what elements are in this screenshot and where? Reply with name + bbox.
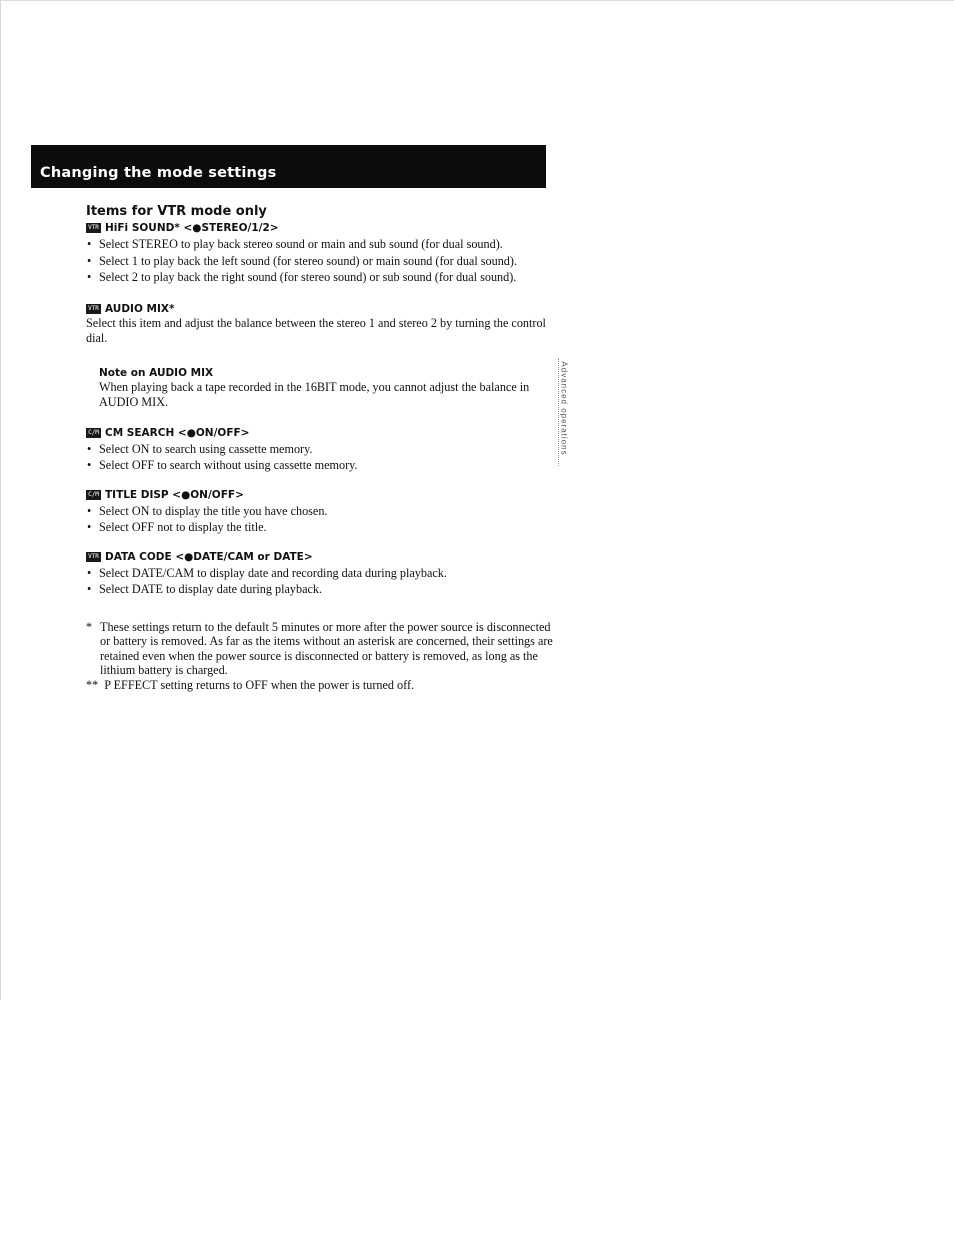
note-text: When playing back a tape recorded in the 16BIT mode, you cannot adjust the balance in AUDIO MIX. <box>99 379 530 409</box>
item-heading <box>86 488 556 502</box>
item-title-disp <box>86 488 556 536</box>
footnote-double-asterisk <box>86 678 556 693</box>
bullet-list <box>86 503 556 536</box>
footnote-mark: ** <box>86 677 99 692</box>
vtr-mode-icon: VTR <box>86 223 101 233</box>
note-box <box>99 366 556 410</box>
list-item: • Select DATE to display date during playback. <box>86 581 556 598</box>
list-item: • Select ON to display the title you have chosen. <box>86 503 556 520</box>
page-left-edge <box>0 0 1 1000</box>
note-title: Note on AUDIO MIX <box>99 366 214 379</box>
footnote-mark: * <box>86 619 93 634</box>
cassette-memory-icon: C/M <box>86 428 101 438</box>
side-tab-label: Advanced operations <box>559 361 569 456</box>
footnotes <box>86 620 556 693</box>
section-title: Items for VTR mode only <box>86 204 267 219</box>
footnote-text: P EFFECT setting returns to OFF when the power is turned off. <box>104 677 415 692</box>
item-label: CM SEARCH <●ON/OFF> <box>105 426 250 439</box>
vtr-mode-icon: VTR <box>86 304 101 314</box>
item-description: Select this item and adjust the balance between the stereo 1 and stereo 2 by turning the control dial. <box>86 315 546 345</box>
page-top-edge <box>0 0 954 1</box>
item-label: DATA CODE <●DATE/CAM or DATE> <box>105 550 313 563</box>
main-content <box>86 204 556 692</box>
item-heading <box>86 426 556 440</box>
cassette-memory-icon: C/M <box>86 490 101 500</box>
list-item: • Select DATE/CAM to display date and recording data during playback. <box>86 565 556 582</box>
item-heading <box>86 302 556 316</box>
section-header-bar <box>31 145 546 188</box>
item-audio-mix <box>86 302 556 410</box>
bullet-list <box>86 565 556 598</box>
list-item: • Select STEREO to play back stereo sound or main and sub sound (for dual sound). <box>86 236 556 253</box>
item-cm-search <box>86 426 556 474</box>
page-title: Changing the mode settings <box>40 165 277 181</box>
vtr-mode-icon: VTR <box>86 552 101 562</box>
list-item: • Select OFF to search without using cassette memory. <box>86 457 556 474</box>
list-item: • Select 1 to play back the left sound (for stereo sound) or main sound (for dual sound). <box>86 253 556 270</box>
item-heading <box>86 550 556 564</box>
list-item: • Select 2 to play back the right sound (for stereo sound) or sub sound (for dual sound). <box>86 269 556 286</box>
footnote-single-asterisk <box>86 620 556 678</box>
list-item: • Select ON to search using cassette memory. <box>86 441 556 458</box>
footnote-text: These settings return to the default 5 minutes or more after the power source is disconnected or battery is removed. As far as the items without an asterisk are concerned, their settings are retained even when the power source is disconnected or battery is removed, as long as the lithium battery is charged. <box>100 619 553 677</box>
item-label: HiFi SOUND* <●STEREO/1/2> <box>105 222 279 234</box>
list-item: • Select OFF not to display the title. <box>86 519 556 536</box>
item-heading <box>86 221 556 235</box>
item-label: AUDIO MIX* <box>105 302 175 315</box>
side-tab <box>558 358 571 466</box>
item-data-code <box>86 550 556 598</box>
bullet-list <box>86 441 556 474</box>
bullet-list <box>86 236 556 286</box>
item-hifi-sound <box>86 221 556 286</box>
item-label: TITLE DISP <●ON/OFF> <box>105 488 244 501</box>
